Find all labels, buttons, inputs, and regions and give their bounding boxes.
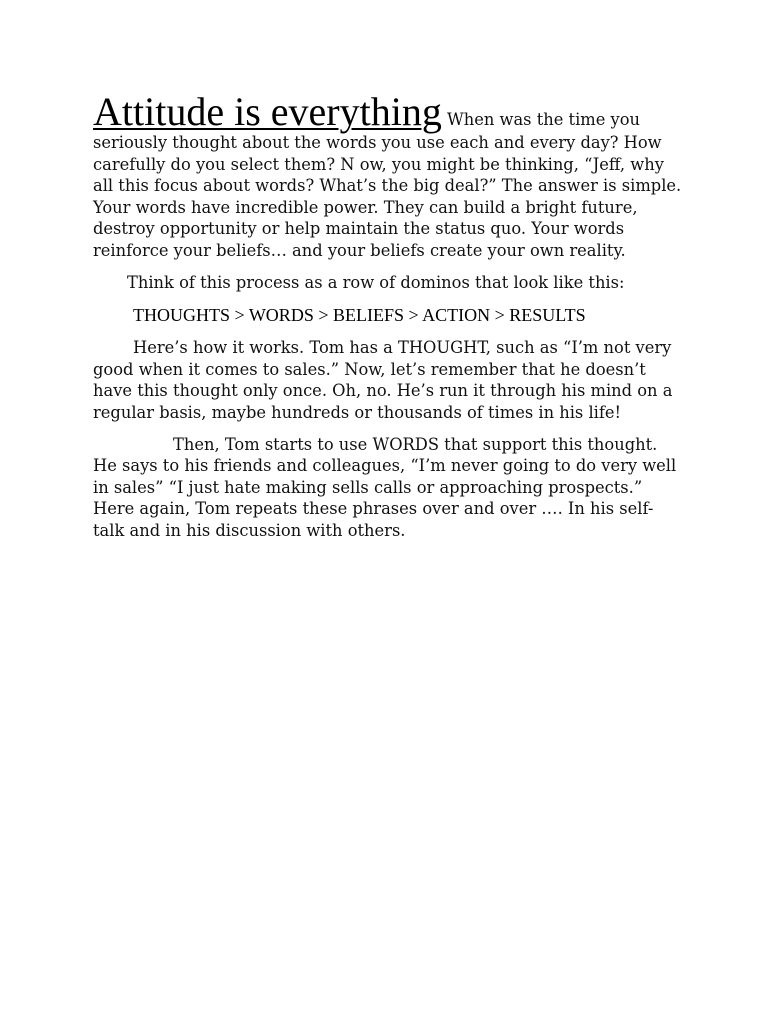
intro-paragraph [93,89,683,262]
document-title: Attitude is everything [93,89,442,134]
domino-sequence: THOUGHTS > WORDS > BELIEFS > ACTION > RESULTS [133,305,586,326]
dominos-paragraph: Think of this process as a row of dominos that look like this: [127,272,625,292]
how-it-works-paragraph: Here’s how it works. Tom has a THOUGHT, such as “I’m not very good when it comes to sales.” Now, let’s remember that he doesn’t have this thought only once. Oh, no. He’s run it through his mind on a regular basis, maybe hundreds or thousands of times in his life! [93,338,673,422]
document-body [93,89,683,552]
words-paragraph: Then, Tom starts to use WORDS that support this thought. He says to his friends and colleagues, “I’m never going to do very well in sales” “I just hate making sells calls or approaching prospects.” Here again, Tom repeats these phrases over and over …. In his self-talk and in his discussion with others. [93,434,677,540]
intro-text: When was the time you seriously thought about the words you use each and every day? How carefully do you select them? N ow, you might be thinking, “Jeff, why all this focus about words? What’s the big deal?” The answer is simple. Your words have incredible power. They can build a bright future, destroy opportunity or help maintain the status quo. Your words reinforce your beliefs… and your beliefs create your own reality. [93,110,682,260]
